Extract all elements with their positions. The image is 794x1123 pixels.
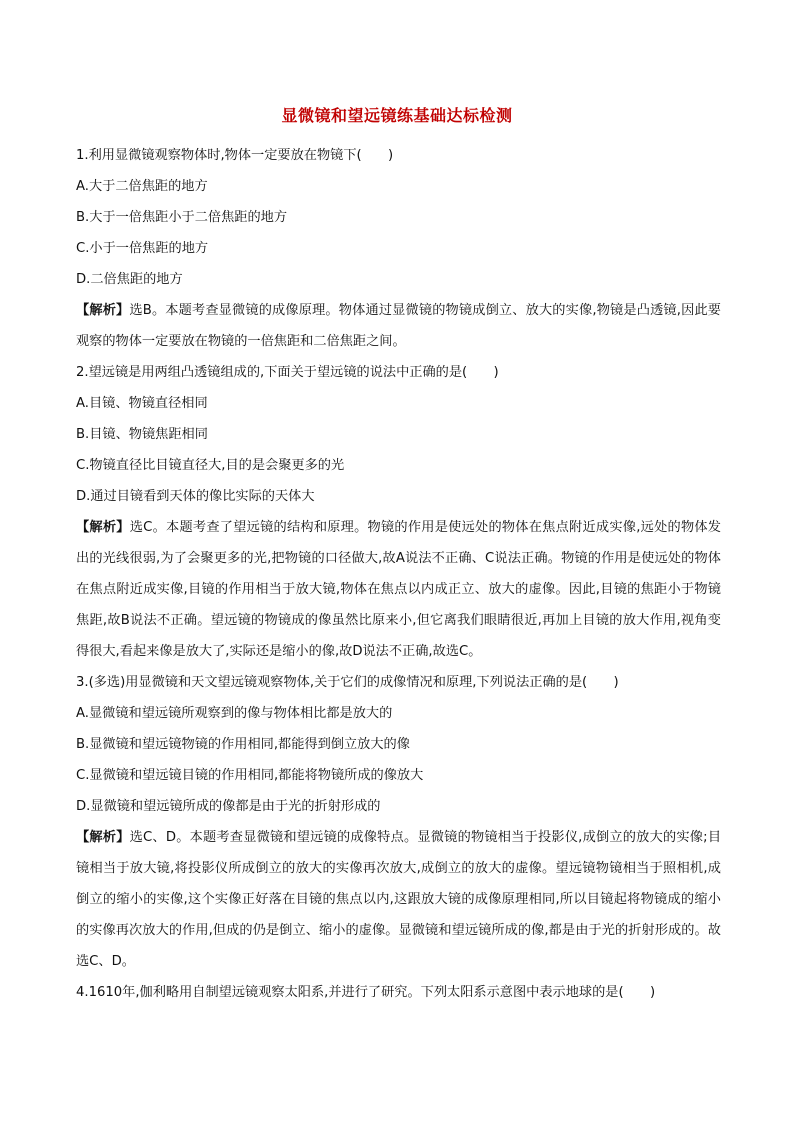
- analysis-text: 选B。本题考查显微镜的成像原理。物体通过显微镜的物镜成倒立、放大的实像,物镜是凸透镜,因此要观察的物体一定要放在物镜的一倍焦距和二倍焦距之间。: [76, 303, 721, 349]
- answer-option: C.物镜直径比目镜直径大,目的是会聚更多的光: [76, 458, 345, 473]
- document-title: 显微镜和望远镜练基础达标检测: [281, 106, 513, 125]
- document-body: [76, 140, 721, 1008]
- analysis-paragraph: [76, 512, 721, 667]
- answer-option: D.通过目镜看到天体的像比实际的天体大: [76, 489, 315, 504]
- answer-option: D.显微镜和望远镜所成的像都是由于光的折射形成的: [76, 799, 381, 814]
- answer-option: B.显微镜和望远镜物镜的作用相同,都能得到倒立放大的像: [76, 737, 410, 752]
- question-text: 3.(多选)用显微镜和天文望远镜观察物体,关于它们的成像情况和原理,下列说法正确的是( ): [76, 675, 619, 690]
- answer-option: C.小于一倍焦距的地方: [76, 241, 209, 256]
- answer-option: B.大于一倍焦距小于二倍焦距的地方: [76, 210, 288, 225]
- analysis-text: 选C。本题考查了望远镜的结构和原理。物镜的作用是使远处的物体在焦点附近成实像,远处的物体发出的光线很弱,为了会聚更多的光,把物镜的口径做大,故A说法不正确、C说法正确。物镜的作用是使远处的物体在焦点附近成实像,目镜的作用相当于放大镜,物体在焦点以内成正立、放大的虚像。因此,目镜的焦距小于物镜焦距,故B说法不正确。望远镜的物镜成的像虽然比原来小,但它离我们眼睛很近,再加上目镜的放大作用,视角变得很大,看起来像是放大了,实际还是缩小的像,故D说法不正确,故选C。: [76, 520, 721, 659]
- question-text: 4.1610年,伽利略用自制望远镜观察太阳系,并进行了研究。下列太阳系示意图中表示地球的是( ): [76, 985, 656, 1000]
- answer-option: A.大于二倍焦距的地方: [76, 179, 208, 194]
- answer-option: A.显微镜和望远镜所观察到的像与物体相比都是放大的: [76, 706, 393, 721]
- analysis-tag: 【解析】: [76, 520, 130, 535]
- answer-option: B.目镜、物镜焦距相同: [76, 427, 208, 442]
- question-text: 2.望远镜是用两组凸透镜组成的,下面关于望远镜的说法中正确的是( ): [76, 365, 499, 380]
- answer-option: D.二倍焦距的地方: [76, 272, 183, 287]
- analysis-tag: 【解析】: [76, 303, 130, 318]
- question-text: 1.利用显微镜观察物体时,物体一定要放在物镜下( ): [76, 148, 394, 163]
- analysis-text: 选C、D。本题考查显微镜和望远镜的成像特点。显微镜的物镜相当于投影仪,成倒立的放大的实像;目镜相当于放大镜,将投影仪所成倒立的放大的实像再次放大,成倒立的放大的虚像。望远镜物镜相当于照相机,成倒立的缩小的实像,这个实像正好落在目镜的焦点以内,这跟放大镜的成像原理相同,所以目镜起将物镜成的缩小的实像再次放大的作用,但成的仍是倒立、缩小的虚像。显微镜和望远镜所成的像,都是由于光的折射形成的。故选C、D。: [76, 830, 722, 969]
- analysis-paragraph: [76, 295, 721, 357]
- analysis-tag: 【解析】: [76, 830, 130, 845]
- analysis-paragraph: [76, 822, 721, 977]
- answer-option: A.目镜、物镜直径相同: [76, 396, 208, 411]
- answer-option: C.显微镜和望远镜目镜的作用相同,都能将物镜所成的像放大: [76, 768, 424, 783]
